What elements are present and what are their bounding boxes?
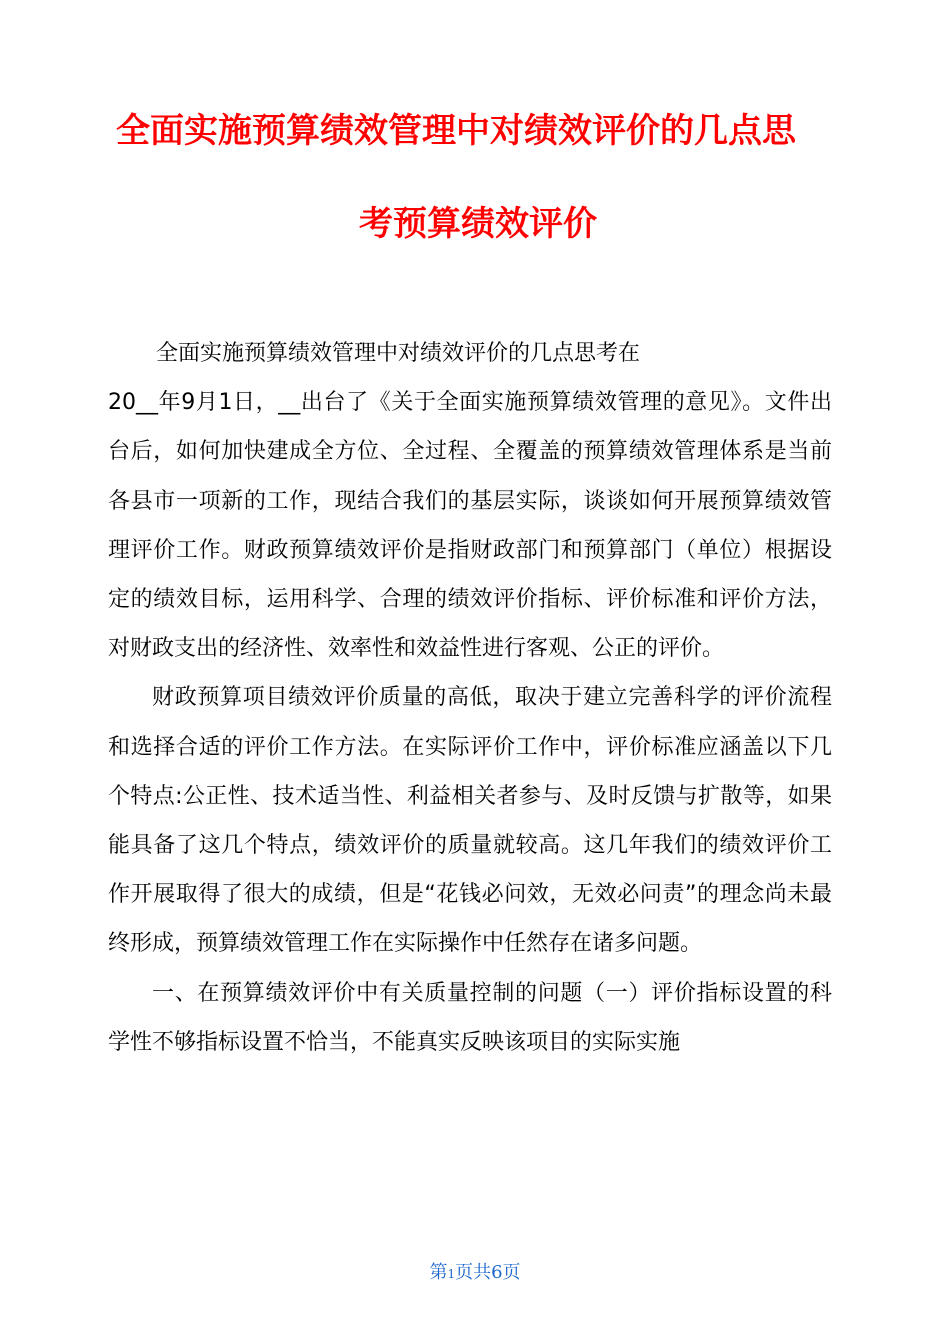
footer-prefix: 第: [429, 1262, 448, 1283]
paragraph-2: 财政预算项目绩效评价质量的高低，取决于建立完善科学的评价流程和选择合适的评价工作方法。在实际评价工作中，评价标准应涵盖以下几个特点:公正性、技术适当性、利益相关者参与、及时反馈与扩散等，如果能具备了这几个特点，绩效评价的质量就较高。这几年我们的绩效评价工作开展取得了很大的成绩，但是“花钱必问效，无效必问责”的理念尚未最终形成，预算绩效管理工作在实际操作中任然存在诸多问题。: [108, 685, 832, 957]
paragraph-1-first-line: 全面实施预算绩效管理中对绩效评价的几点思考在: [156, 341, 641, 366]
footer-page-number: 1: [447, 1267, 456, 1281]
page-footer: [0, 1258, 950, 1284]
footer-total-pages: 6: [491, 1262, 503, 1283]
footer-middle: 页共: [455, 1262, 492, 1283]
document-body: [108, 329, 832, 1067]
paragraph-1-rest: 20__年9月1日，__出台了《关于全面实施预算绩效管理的意见》。文件出台后，如何加快建成全方位、全过程、全覆盖的预算绩效管理体系是当前各县市一项新的工作，现结合我们的基层实际，谈谈如何开展预算绩效管理评价工作。财政预算绩效评价是指财政部门和预算部门（单位）根据设定的绩效目标，运用科学、合理的绩效评价指标、评价标准和评价方法，对财政支出的经济性、效率性和效益性进行客观、公正的评价。: [108, 390, 832, 662]
document-title-line-1: 全面实施预算绩效管理中对绩效评价的几点思: [116, 111, 796, 151]
footer-suffix: 页: [502, 1262, 521, 1283]
paragraph-3: 一、在预算绩效评价中有关质量控制的问题（一）评价指标设置的科学性不够指标设置不恰当，不能真实反映该项目的实际实施: [108, 980, 832, 1055]
document-title-line-2: 考预算绩效评价: [359, 204, 597, 244]
paragraph-1: [108, 329, 832, 673]
